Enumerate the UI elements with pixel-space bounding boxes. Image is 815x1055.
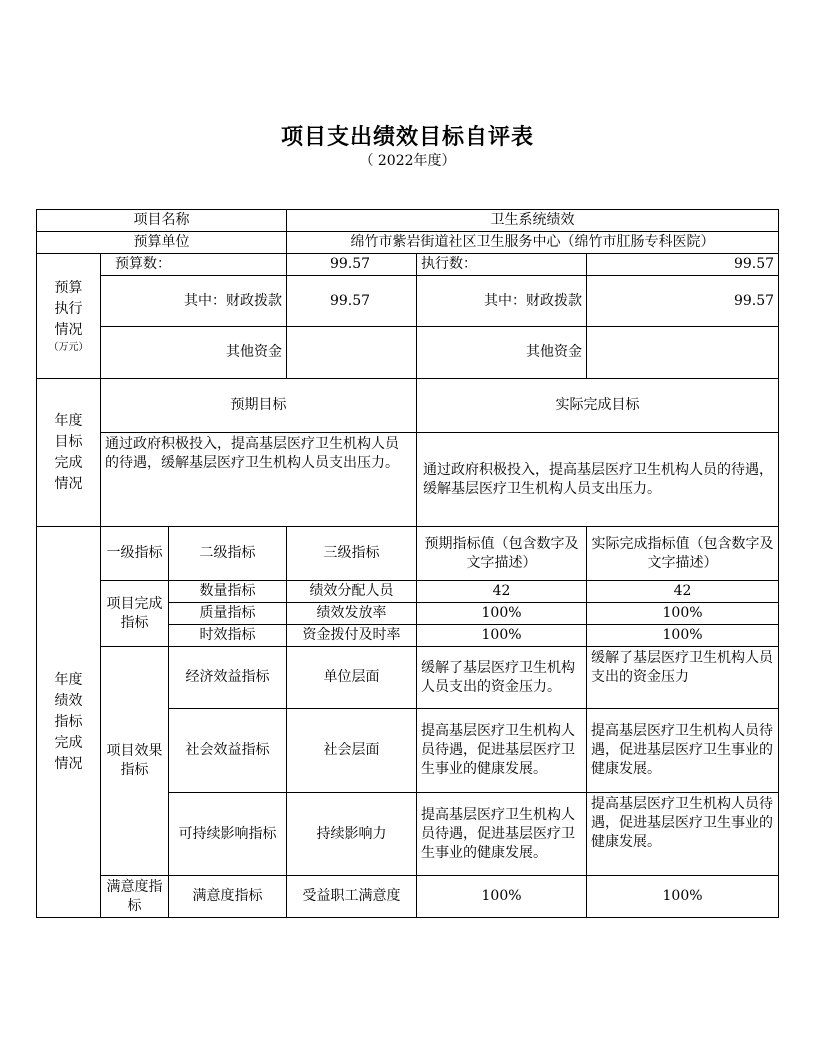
table-row-expected: 100% [417, 603, 587, 625]
indicators-section-text: 年度绩效指标完成情况 [54, 671, 83, 772]
table-row-level3: 单位层面 [287, 647, 417, 709]
table-row-level3: 受益职工满意度 [287, 876, 417, 918]
budget-section-unit: （万元） [48, 341, 89, 353]
expected-goal-text: 通过政府积极投入，提高基层医疗卫生机构人员的待遇，缓解基层医疗卫生机构人员支出压力。 [101, 433, 417, 527]
table-row-actual: 缓解了基层医疗卫生机构人员支出的资金压力 [587, 647, 779, 709]
header-level1: 一级指标 [101, 527, 169, 581]
fiscal-exec-label: 其中：财政拨款 [417, 276, 587, 327]
other-budget-value [287, 327, 417, 379]
budget-unit-label: 预算单位 [37, 232, 287, 254]
table-row-actual: 提高基层医疗卫生机构人员待遇，促进基层医疗卫生事业的健康发展。 [587, 793, 779, 876]
table-row-level2: 可持续影响指标 [169, 793, 287, 876]
other-exec-label: 其他资金 [417, 327, 587, 379]
fiscal-budget-label: 其中：财政拨款 [101, 276, 287, 327]
output-indicator-label: 项目完成指标 [101, 581, 169, 647]
indicators-section-label [37, 527, 101, 918]
budget-amount-value: 99.57 [287, 254, 417, 276]
table-row-level2: 数量指标 [169, 581, 287, 603]
budget-amount-label: 预算数： [101, 254, 287, 276]
actual-goal-header: 实际完成目标 [417, 379, 779, 433]
table-row-level2: 经济效益指标 [169, 647, 287, 709]
header-level3: 三级指标 [287, 527, 417, 581]
table-row-actual: 提高基层医疗卫生机构人员待遇，促进基层医疗卫生事业的健康发展。 [587, 709, 779, 793]
other-budget-label: 其他资金 [101, 327, 287, 379]
table-row-actual: 42 [587, 581, 779, 603]
budget-section-label [37, 254, 101, 379]
table-row-level3: 绩效分配人员 [287, 581, 417, 603]
table-row-expected: 提高基层医疗卫生机构人员待遇，促进基层医疗卫生事业的健康发展。 [417, 793, 587, 876]
execution-amount-label: 执行数： [417, 254, 587, 276]
header-expected: 预期指标值（包含数字及文字描述） [417, 527, 587, 581]
year-subtitle: （ 2022年度） [359, 153, 456, 169]
execution-amount-value: 99.57 [587, 254, 779, 276]
table-row-level3: 绩效发放率 [287, 603, 417, 625]
table-row-level3: 持续影响力 [287, 793, 417, 876]
expected-goal-header: 预期目标 [101, 379, 417, 433]
table-row-actual: 100% [587, 603, 779, 625]
page-title: 项目支出绩效目标自评表 [280, 124, 534, 150]
table-row-expected: 缓解了基层医疗卫生机构人员支出的资金压力。 [417, 647, 587, 709]
table-row-expected: 100% [417, 876, 587, 918]
table-row-expected: 提高基层医疗卫生机构人员待遇，促进基层医疗卫生事业的健康发展。 [417, 709, 587, 793]
table-row-level2: 质量指标 [169, 603, 287, 625]
header-level2: 二级指标 [169, 527, 287, 581]
header-actual: 实际完成指标值（包含数字及文字描述） [587, 527, 779, 581]
actual-goal-text: 通过政府积极投入，提高基层医疗卫生机构人员的待遇，缓解基层医疗卫生机构人员支出压力。 [417, 433, 779, 527]
other-exec-value [587, 327, 779, 379]
effect-indicator-label: 项目效果指标 [101, 647, 169, 876]
fiscal-exec-value: 99.57 [587, 276, 779, 327]
table-row-level2: 社会效益指标 [169, 709, 287, 793]
self-evaluation-table [36, 209, 779, 918]
satisfaction-indicator-label: 满意度指标 [101, 876, 169, 918]
table-row-level2: 满意度指标 [169, 876, 287, 918]
table-row-level3: 社会层面 [287, 709, 417, 793]
table-row-level3: 资金拨付及时率 [287, 625, 417, 647]
project-name-label: 项目名称 [37, 210, 287, 232]
table-row-actual: 100% [587, 876, 779, 918]
table-row-expected: 42 [417, 581, 587, 603]
goals-section-label [37, 379, 101, 527]
fiscal-budget-value: 99.57 [287, 276, 417, 327]
project-name-value: 卫生系统绩效 [287, 210, 779, 232]
table-row-level2: 时效指标 [169, 625, 287, 647]
table-row-actual: 100% [587, 625, 779, 647]
budget-unit-value: 绵竹市紫岩街道社区卫生服务中心（绵竹市肛肠专科医院） [287, 232, 779, 254]
goals-section-text: 年度目标完成情况 [54, 412, 83, 492]
budget-section-text: 预算执行情况 [54, 279, 83, 338]
table-row-expected: 100% [417, 625, 587, 647]
